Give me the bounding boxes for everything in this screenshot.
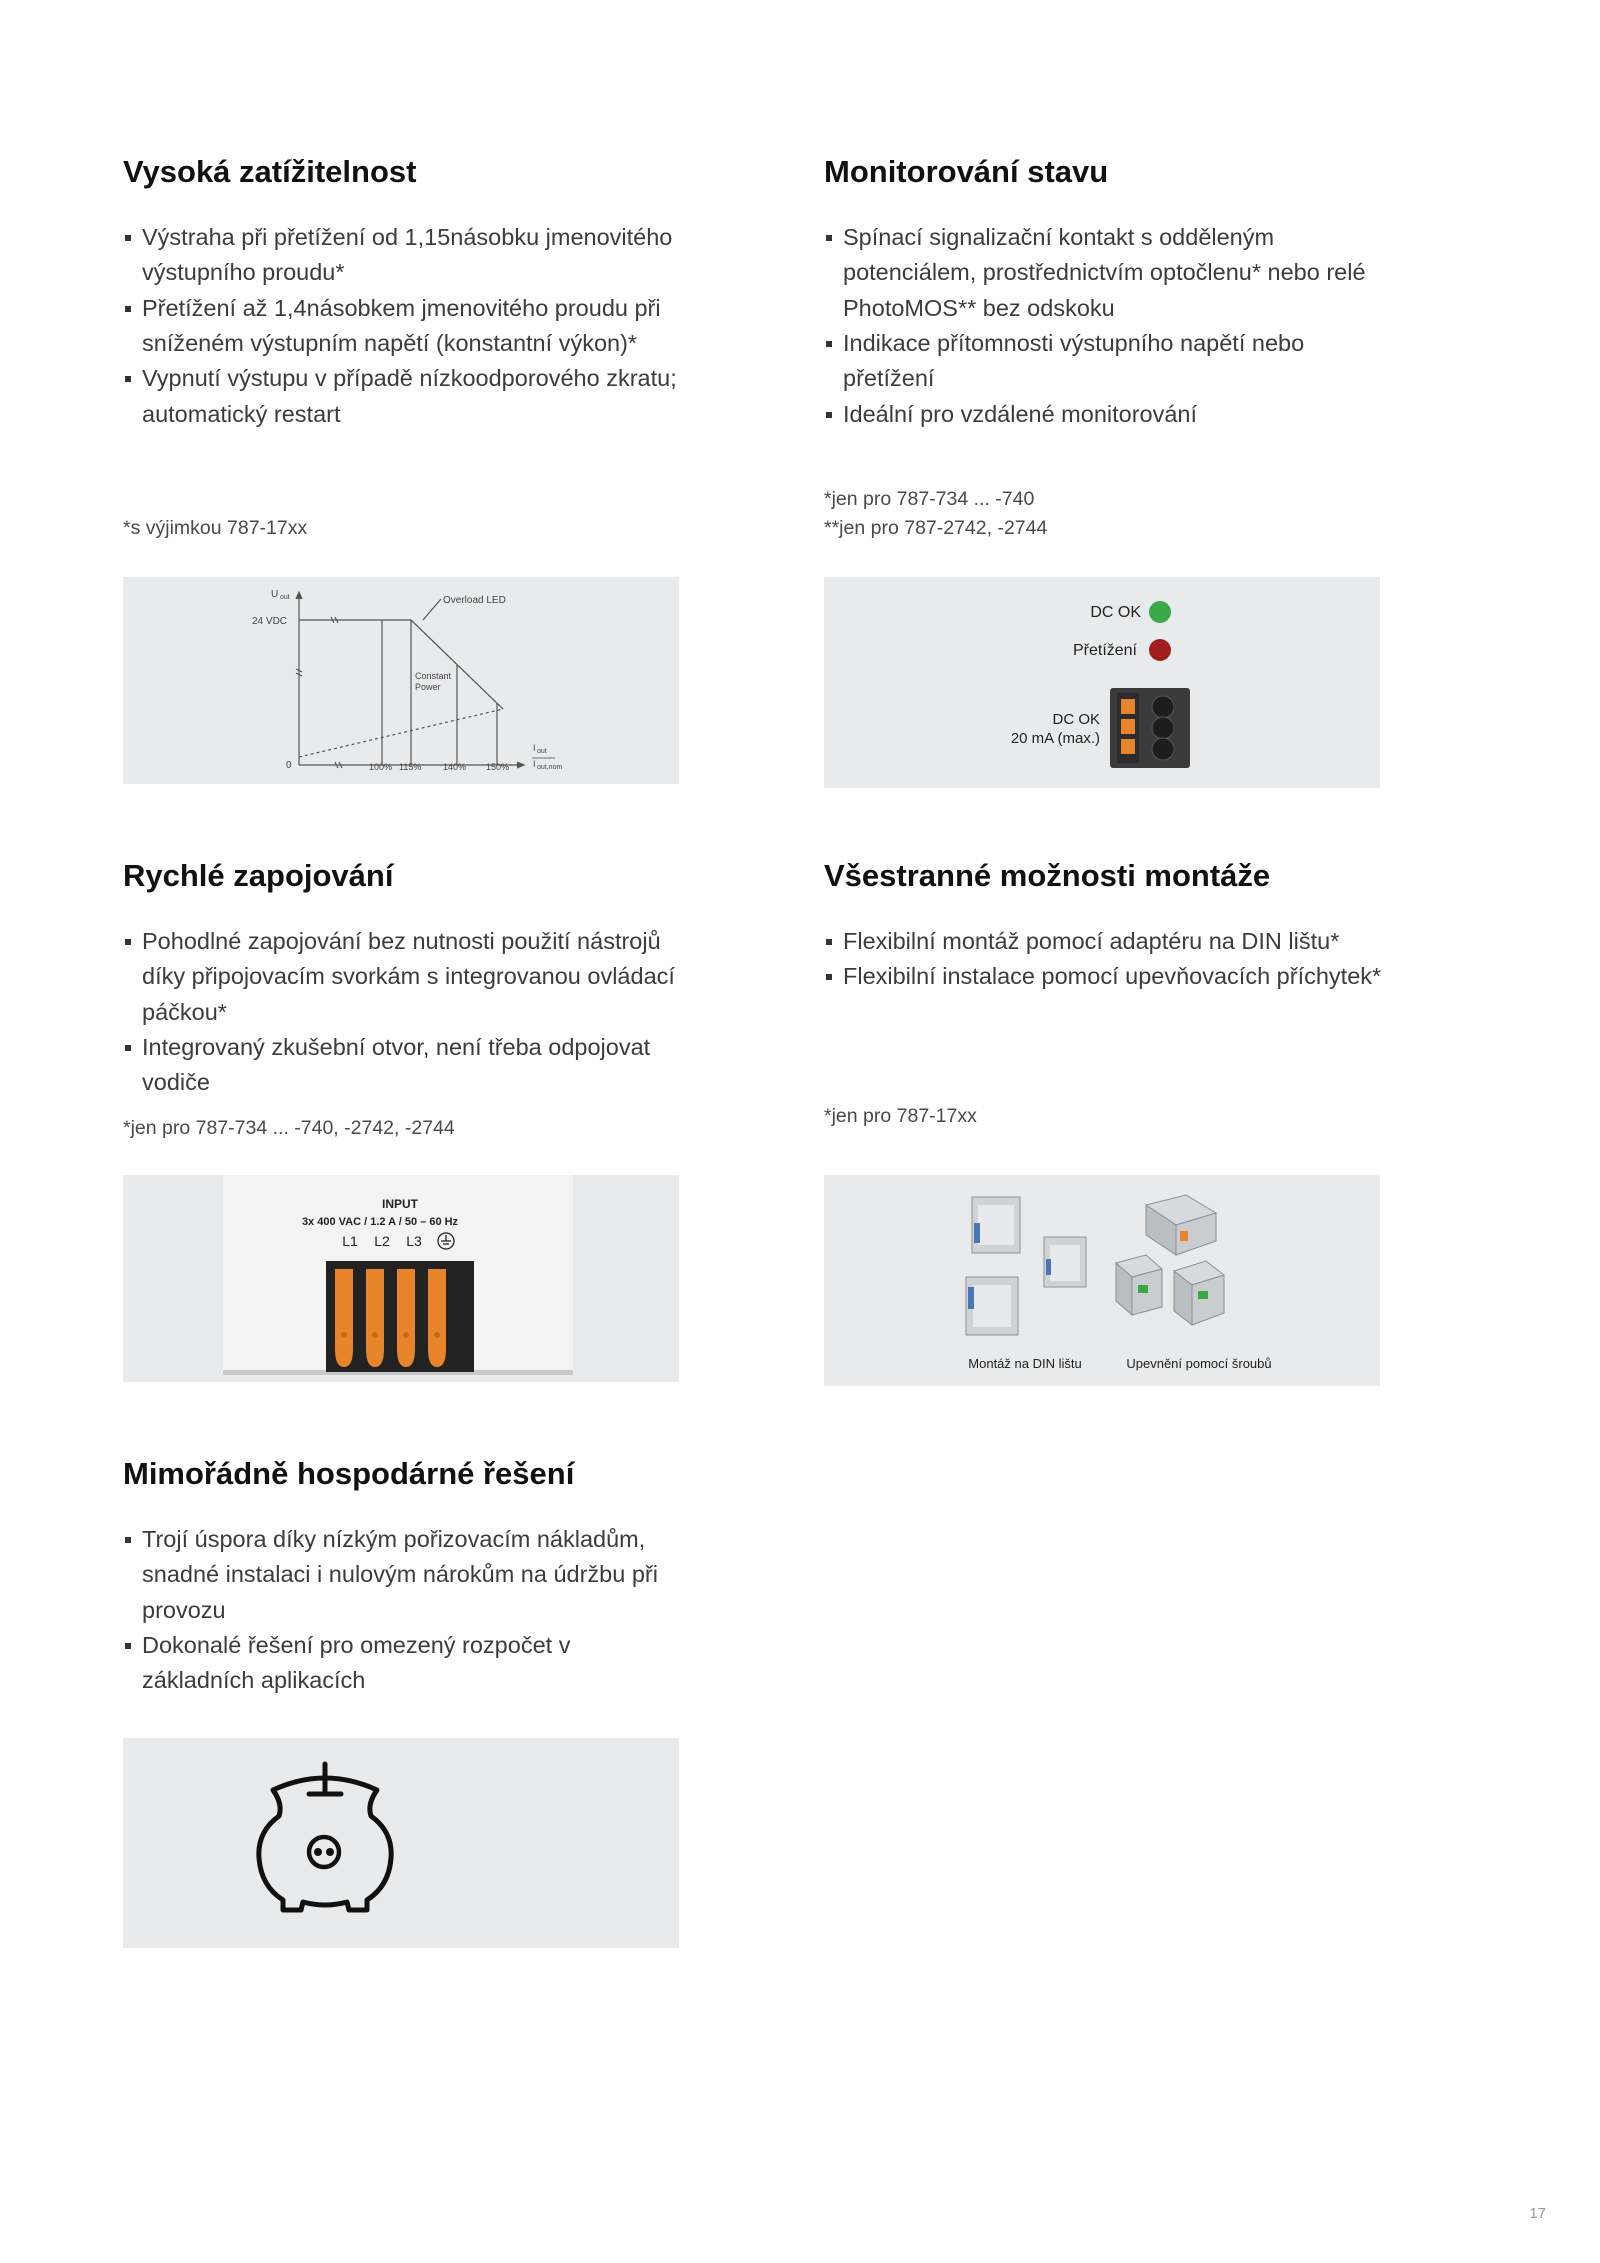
tick-label: 150%	[486, 762, 510, 772]
footnotes	[824, 485, 1047, 543]
y-axis-label-sub: out	[280, 594, 290, 601]
section-economy	[123, 1455, 683, 1699]
x-axis-label-nominal: I	[533, 759, 536, 769]
bullet-item: Integrovaný zkušební otvor, není třeba odpojovat vodiče	[123, 1030, 683, 1101]
bullet-item: Spínací signalizační kontakt s odděleným potenciálem, prostřednictvím optočlenu* nebo relé PhotoMOS** bez odskoku	[824, 220, 1384, 326]
overload-curve-figure	[123, 577, 679, 784]
input-terminal-illustration	[123, 1175, 679, 1382]
bullet-item: Dokonalé řešení pro omezený rozpočet v základních aplikacích	[123, 1628, 683, 1699]
caption-din-rail: Montáž na DIN lištu	[968, 1356, 1082, 1371]
footnote: *jen pro 787-734 ... -740	[824, 488, 1035, 510]
constant-power-label: Power	[415, 682, 441, 692]
bullet-item: Indikace přítomnosti výstupního napětí nebo přetížení	[824, 326, 1384, 397]
origin-label: 0	[286, 760, 292, 771]
tick-label: 115%	[399, 762, 422, 772]
footnote: **jen pro 787-2742, -2744	[824, 517, 1048, 539]
bullet-item: Trojí úspora díky nízkým pořizovacím nákladům, snadné instalaci i nulovým nárokům na údržbu při provozu	[123, 1522, 683, 1628]
input-title: INPUT	[382, 1197, 418, 1211]
dc-ok-label: DC OK	[1090, 604, 1141, 621]
mounting-options-figure	[824, 1175, 1380, 1386]
bullet-list	[123, 1522, 683, 1698]
tick-label: 140%	[443, 762, 467, 772]
section-title: Monitorování stavu	[824, 154, 1109, 189]
terminal-block-icon	[1110, 688, 1190, 768]
bullet-item: Ideální pro vzdálené monitorování	[824, 397, 1384, 432]
section-mounting	[824, 857, 1384, 995]
bullet-item: Vypnutí výstupu v případě nízkoodporového zkratu; automatický restart	[123, 361, 683, 432]
terminal-label: L1	[342, 1233, 358, 1249]
dc-ok-led-icon	[1149, 601, 1171, 623]
y-value-label: 24 VDC	[252, 616, 288, 627]
snout-nostrils	[314, 1848, 334, 1856]
x-axis-label: I	[533, 743, 536, 753]
bullet-list	[824, 924, 1384, 995]
y-axis-label: U	[271, 589, 279, 600]
power-supply-unit-icon	[972, 1197, 1020, 1253]
overload-curve-chart	[123, 577, 679, 784]
tick-label: 100%	[369, 762, 393, 772]
footnote: *jen pro 787-734 ... -740, -2742, -2744	[123, 1117, 455, 1139]
economy-figure	[123, 1738, 679, 1948]
section-title: Rychlé zapojování	[123, 858, 394, 893]
terminal-label: L2	[374, 1233, 390, 1249]
power-supply-unit-icon	[1174, 1261, 1224, 1325]
status-indication-figure	[824, 577, 1380, 788]
bullet-list	[824, 220, 1384, 432]
terminal-label: L3	[406, 1233, 422, 1249]
overload-label: Přetížení	[1072, 642, 1137, 659]
section-title: Vysoká zatížitelnost	[123, 154, 417, 189]
x-axis-label-nominal-sub: out,nom	[537, 764, 563, 771]
section-high-load	[123, 153, 683, 432]
input-spec: 3x 400 VAC / 1.2 A / 50 – 60 Hz	[301, 1216, 459, 1228]
bullet-item: Přetížení až 1,4násobkem jmenovitého proudu při sníženém výstupním napětí (konstantní výkon)*	[123, 291, 683, 362]
status-led-illustration	[824, 577, 1380, 788]
overload-led-label: Overload LED	[443, 595, 506, 606]
section-title: Mimořádně hospodárné řešení	[123, 1456, 575, 1491]
constant-power-label: Constant	[415, 671, 452, 681]
footnote: *s výjimkou 787-17xx	[123, 517, 308, 539]
bullet-list	[123, 220, 683, 432]
power-supply-unit-icon	[1044, 1237, 1086, 1287]
power-supply-unit-icon	[1116, 1255, 1162, 1315]
mounting-illustration	[824, 1175, 1380, 1386]
piggy-bank-icon	[123, 1738, 679, 1948]
bullet-item: Pohodlné zapojování bez nutnosti použití nástrojů díky připojovacím svorkám s integrovanou ovládací páčkou*	[123, 924, 683, 1030]
overload-led-icon	[1149, 639, 1171, 661]
power-supply-unit-icon	[1146, 1195, 1216, 1255]
page-number: 17	[1529, 2205, 1546, 2222]
caption-screw-mount: Upevnění pomocí šroubů	[1126, 1356, 1272, 1371]
footnote: *jen pro 787-17xx	[824, 1105, 977, 1127]
power-supply-unit-icon	[966, 1277, 1018, 1335]
contact-label: DC OK	[1052, 711, 1100, 728]
bullet-item: Flexibilní instalace pomocí upevňovacích příchytek*	[824, 959, 1384, 994]
input-terminal-figure	[123, 1175, 679, 1382]
snout-ring	[309, 1837, 339, 1867]
contact-rating-label: 20 mA (max.)	[1010, 730, 1100, 747]
bullet-list	[123, 924, 683, 1100]
x-axis-label-sub: out	[537, 748, 547, 755]
section-monitoring	[824, 153, 1384, 432]
bullet-item: Flexibilní montáž pomocí adaptéru na DIN lištu*	[824, 924, 1384, 959]
section-title: Všestranné možnosti montáže	[824, 858, 1271, 893]
bullet-item: Výstraha při přetížení od 1,15násobku jmenovitého výstupního proudu*	[123, 220, 683, 291]
section-fast-wiring	[123, 857, 683, 1101]
